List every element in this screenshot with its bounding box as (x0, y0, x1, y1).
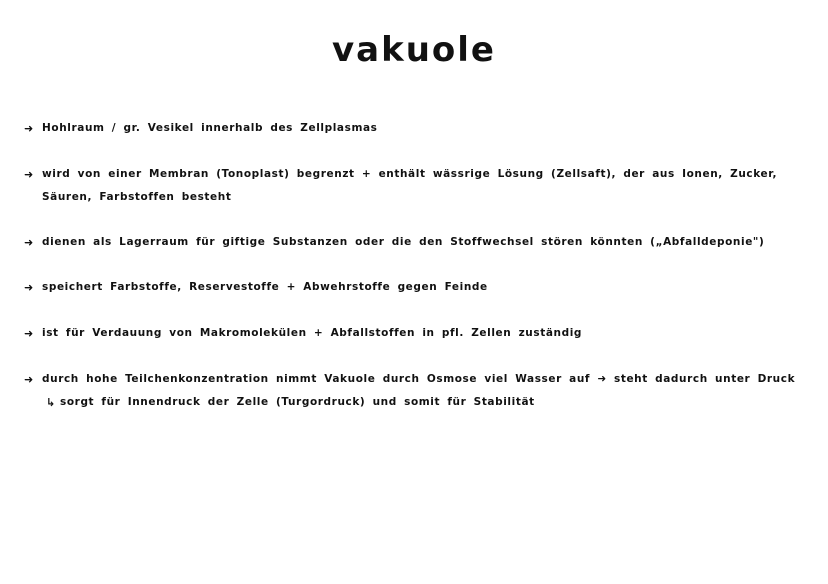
arrow-icon: ➜ (24, 373, 34, 386)
arrow-icon: ➜ (24, 327, 34, 340)
note-item (24, 322, 794, 345)
note-item (24, 163, 794, 209)
arrow-icon: ➜ (24, 168, 34, 181)
note-item (24, 117, 794, 140)
arrow-icon: ➜ (24, 236, 34, 249)
arrow-icon: ➜ (24, 122, 34, 135)
arrow-icon: ➜ (24, 281, 34, 294)
note-text: durch hohe Teilchenkonzentration nimmt Vakuole durch Osmose viel Wasser auf ➜ steht dadurch unter Druck (42, 373, 796, 385)
return-arrow-icon: ↳ (46, 396, 56, 409)
note-text: wird von einer Membran (Tonoplast) begrenzt + enthält wässrige Lösung (Zellsaft), der aus Ionen, Zucker, (42, 168, 778, 180)
note-item (24, 368, 794, 414)
note-text: dienen als Lagerraum für giftige Substanzen oder die den Stoffwechsel stören könnten („Abfalldeponie") (42, 236, 765, 248)
note-subtext: sorgt für Innendruck der Zelle (Turgordruck) und somit für Stabilität (60, 396, 535, 408)
note-text: ist für Verdauung von Makromolekülen + Abfallstoffen in pfl. Zellen zuständig (42, 327, 583, 339)
note-text: speichert Farbstoffe, Reservestoffe + Abwehrstoffe gegen Feinde (42, 281, 488, 293)
note-text: Hohlraum / gr. Vesikel innerhalb des Zellplasmas (42, 122, 378, 134)
note-text: Säuren, Farbstoffen besteht (42, 191, 232, 203)
note-item (24, 231, 794, 254)
page-title: vakuole (332, 30, 496, 70)
note-item (24, 276, 794, 299)
